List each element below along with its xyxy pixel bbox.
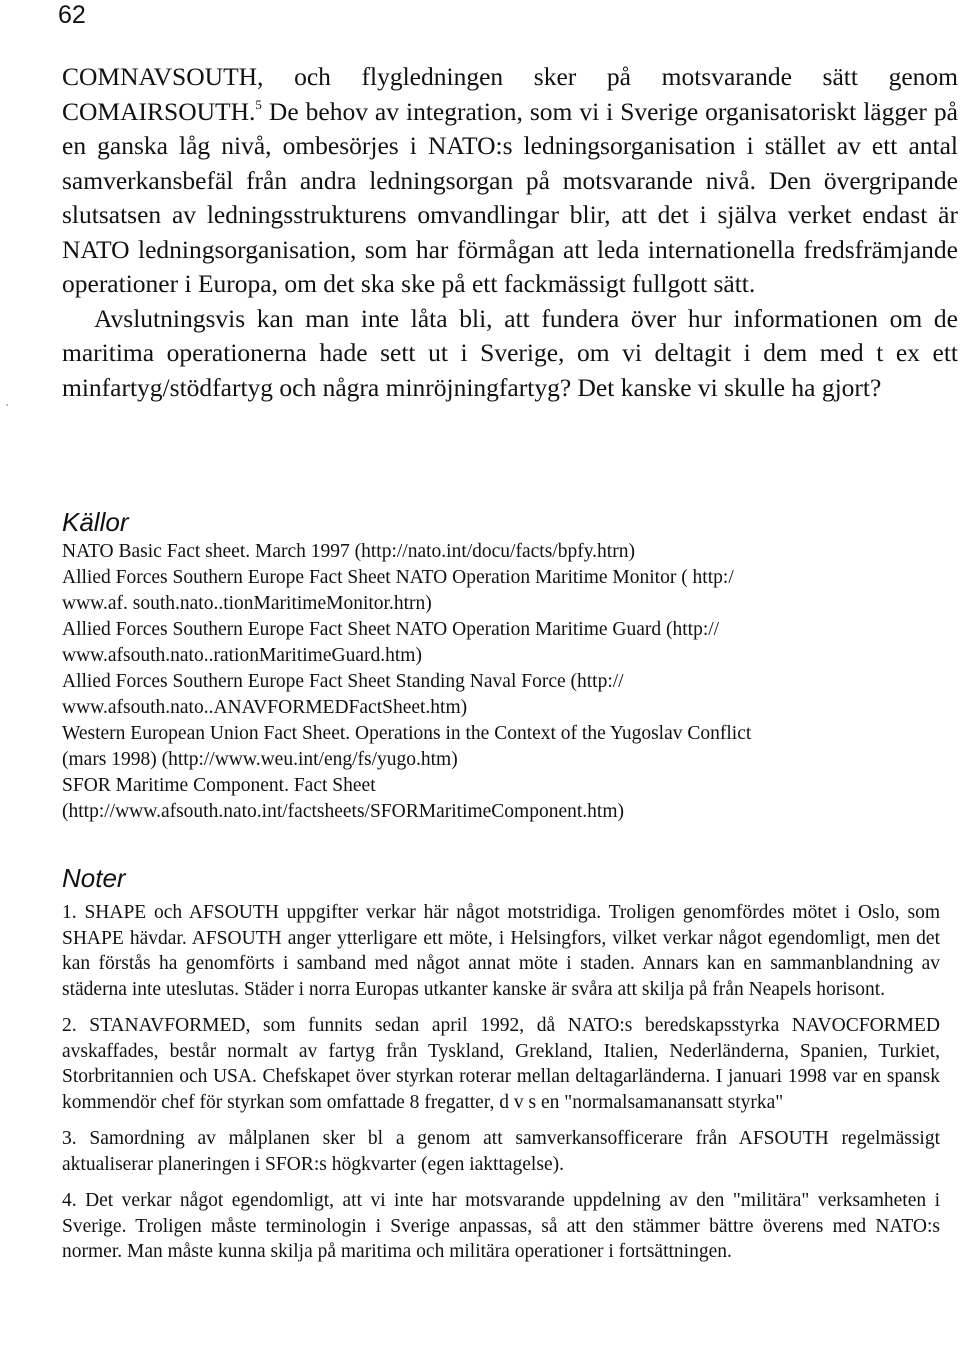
paragraph-1 <box>62 60 958 302</box>
paragraph-1-rest: De behov av integration, som vi i Sverige organisatoriskt lägger på en ganska låg nivå, ombesörjes i NATO:s ledningsorganisation i stället av ett antal samverkansbefäl från andra ledningsorgan på motsvarande nivå. Den övergripande slutsatsen av ledningsstrukturens omvandlingar blir, att det i själva verket endast är NATO ledningsorganisation, som har förmågan att leda internationella fredsfrämjande operationer i Europa, om det ska ske på ett fackmässigt fullgott sätt. <box>62 96 958 298</box>
page-number: 62 <box>58 1 86 29</box>
source-line-2: (mars 1998) (http://www.weu.int/eng/fs/yugo.htm) <box>62 749 458 770</box>
scan-speck <box>6 404 8 406</box>
source-line-1: SFOR Maritime Component. Fact Sheet <box>62 775 376 796</box>
source-line-2: (http://www.afsouth.nato.int/factsheets/SFORMaritimeComponent.htm) <box>62 801 625 822</box>
source-item <box>62 617 940 669</box>
paragraph-1-start: COMNAVSOUTH, och flygledningen sker på motsvarande sätt genom COMAIRSOUTH. <box>62 62 958 126</box>
source-item <box>62 721 940 773</box>
notes-heading: Noter <box>62 863 126 893</box>
source-line-2: www.afsouth.nato..rationMaritimeGuard.htm) <box>62 645 422 666</box>
notes-list <box>62 900 940 1276</box>
source-item <box>62 669 940 721</box>
source-line-2: www.afsouth.nato..ANAVFORMEDFactSheet.htm) <box>62 697 468 718</box>
source-item <box>62 539 940 565</box>
source-line-1: Allied Forces Southern Europe Fact Sheet NATO Operation Maritime Guard (http:// <box>62 619 720 640</box>
body-text <box>62 60 958 405</box>
note-2: 2. STANAVFORMED, som funnits sedan april 1992, då NATO:s beredskapsstyrka NAVOCFORMED avskaffades, består normalt av fartyg från Tyskland, Grekland, Italien, Nederländerna, Spanien, Turkiet, Storbritannien och USA. Chefskapet över styrkan roterar mellan deltagarländerna. I januari 1998 var en spansk kommendör chef för styrkan som omfattade 8 fregatter, d v s en "normalsamanansatt styrka" <box>62 1015 940 1113</box>
footnote-ref-5: 5 <box>255 96 262 112</box>
source-line-2: www.af. south.nato..tionMaritimeMonitor.htrn) <box>62 593 432 614</box>
source-line-1: Allied Forces Southern Europe Fact Sheet Standing Naval Force (http:// <box>62 671 624 692</box>
note-1: 1. SHAPE och AFSOUTH uppgifter verkar här något motstridiga. Troligen genomfördes mötet i Oslo, som SHAPE hävdar. AFSOUTH anger ytterligare ett möte, i Helsingfors, vilket verkar något egendomligt, men det kan förstås ha genomförts i samband med något annat möte i staden. Annars kan en sammanblandning av städerna inte uteslutas. Städer i norra Europas utkanter kanske är svåra att skilja på från Neapels horisont. <box>62 902 940 1000</box>
source-line-1: Western European Union Fact Sheet. Operations in the Context of the Yugoslav Conflict <box>62 723 752 744</box>
source-line-1: NATO Basic Fact sheet. March 1997 (http://nato.int/docu/facts/bpfy.htrn) <box>62 541 635 562</box>
sources-list <box>62 539 940 825</box>
source-item <box>62 773 940 825</box>
note-3: 3. Samordning av målplanen sker bl a genom att samverkansofficerare från AFSOUTH regelmässigt aktualiserar planeringen i SFOR:s högkvarter (egen iakttagelse). <box>62 1128 940 1175</box>
source-item <box>62 565 940 617</box>
paragraph-2: Avslutningsvis kan man inte låta bli, att fundera över hur informationen om de maritima operationerna hade sett ut i Sverige, om vi deltagit i dem med t ex ett minfartyg/stödfartyg och några minröjningfartyg? Det kanske vi skulle ha gjort? <box>62 303 958 402</box>
source-line-1: Allied Forces Southern Europe Fact Sheet NATO Operation Maritime Monitor ( http:/ <box>62 567 734 588</box>
note-4: 4. Det verkar något egendomligt, att vi inte har motsvarande uppdelning av den "militära" verksamheten i Sverige. Troligen måste terminologin i Sverige anpassas, så att den stämmer bättre överens med NATO:s normer. Man måste kunna skilja på maritima och militära operationer i fortsättningen. <box>62 1190 940 1262</box>
sources-heading: Källor <box>62 507 129 537</box>
